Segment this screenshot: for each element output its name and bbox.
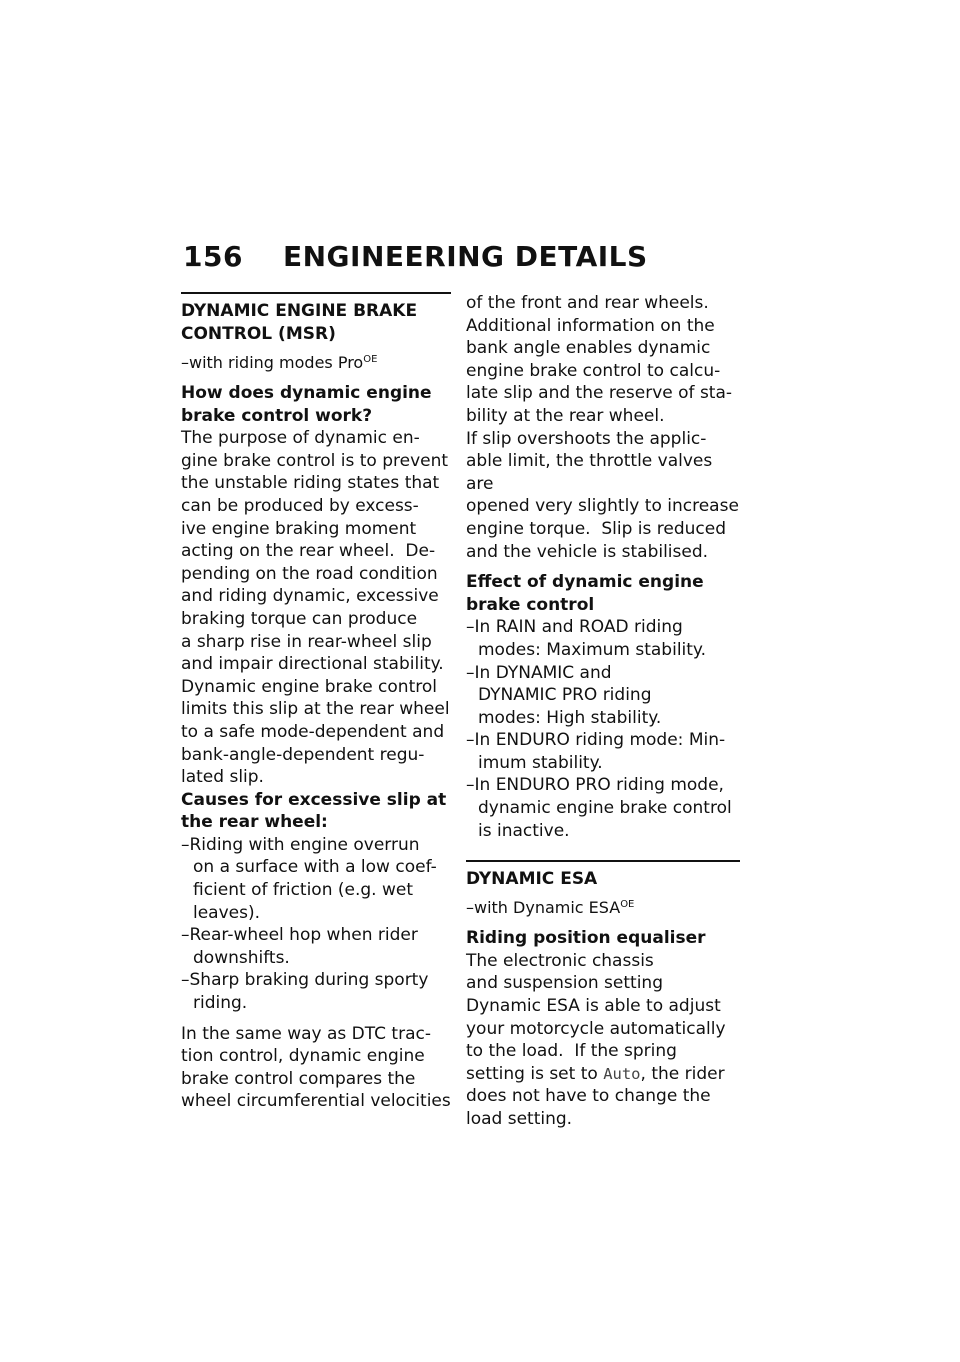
section-title-esa: DYNAMIC ESA — [466, 869, 598, 890]
paragraph-purpose — [181, 427, 451, 789]
oe-superscript: OE — [620, 899, 635, 911]
paragraph-line: brake control compares the — [181, 1068, 416, 1089]
paragraph-line: to the load. If the spring — [466, 1041, 677, 1062]
paragraph-line: gine brake control is to prevent — [181, 450, 449, 471]
paragraph-line: the unstable riding states that — [181, 473, 440, 494]
section-title-msr-2: CONTROL (MSR) — [181, 324, 336, 344]
effect-heading-2: brake control — [466, 594, 595, 615]
list-item: –Rear-wheel hop when rider — [181, 925, 418, 946]
paragraph-line: limits this slip at the rear wheel — [181, 699, 450, 720]
paragraph-line: able limit, the throttle valves are — [466, 451, 718, 494]
effects-list — [466, 616, 740, 842]
esa-subheading: Riding position equaliser — [466, 928, 706, 949]
paragraph-line: of the front and rear wheels. — [466, 293, 709, 313]
paragraph-line: tion control, dynamic engine — [181, 1046, 425, 1067]
list-item: downshifts. — [193, 947, 290, 968]
paragraph-line: opened very slightly to increase — [466, 496, 739, 517]
paragraph-line: pending on the road condition — [181, 563, 438, 584]
paragraph-line: and impair directional stability. — [181, 654, 444, 675]
paragraph-line: your motorcycle automatically — [466, 1018, 726, 1039]
paragraph-line: load setting. — [466, 1109, 573, 1129]
paragraph-line: ive engine braking moment — [181, 518, 417, 539]
paragraph-line: does not have to change the — [466, 1086, 711, 1107]
question-heading-1: How does dynamic engine — [181, 383, 432, 403]
paragraph-comparison-cont — [466, 292, 740, 428]
paragraph-line: If slip overshoots the applic- — [466, 428, 707, 449]
paragraph-line: Dynamic ESA is able to adjust — [466, 996, 721, 1017]
paragraph-line: bank angle enables dynamic — [466, 338, 711, 359]
paragraph-line: braking torque can produce — [181, 608, 418, 629]
list-item: on a surface with a low coef- — [193, 857, 437, 878]
paragraph-line: can be produced by excess- — [181, 495, 419, 516]
section-title-msr-1: DYNAMIC ENGINE BRAKE — [181, 301, 418, 321]
oe-superscript: OE — [363, 354, 378, 365]
list-item: is inactive. — [478, 820, 570, 841]
equipment-note: –with riding modes Pro$^{OE}$ — [181, 353, 378, 372]
paragraph-line: to a safe mode-dependent and — [181, 721, 445, 742]
paragraph-line: engine brake control to calcu- — [466, 360, 721, 381]
paragraph-line: wheel circumferential velocities — [181, 1091, 451, 1112]
list-item: –In ENDURO PRO riding mode, — [466, 775, 724, 796]
paragraph-esa — [466, 950, 740, 1063]
page-number: 156 — [183, 240, 243, 273]
right-column — [466, 292, 740, 1131]
page-heading — [183, 240, 743, 273]
paragraph-line: In the same way as DTC trac- — [181, 1023, 431, 1044]
paragraph-line: late slip and the reserve of sta- — [466, 383, 733, 404]
section-rule-esa — [466, 860, 740, 862]
paragraph-slip — [466, 428, 740, 564]
list-item: imum stability. — [478, 752, 603, 773]
esa-line-auto: setting is set to Auto, the rider — [466, 1063, 725, 1084]
paragraph-line: bility at the rear wheel. — [466, 405, 665, 426]
causes-list — [181, 834, 451, 1015]
auto-setting-value: Auto — [603, 1064, 641, 1083]
paragraph-line: engine torque. Slip is reduced — [466, 518, 727, 539]
list-item: dynamic engine brake control — [478, 798, 732, 819]
left-column — [181, 292, 451, 1113]
page-title: ENGINEERING DETAILS — [283, 240, 648, 273]
paragraph-comparison — [181, 1023, 451, 1113]
section-rule — [181, 292, 451, 294]
paragraph-line: Additional information on the — [466, 315, 715, 336]
paragraph-line: and the vehicle is stabilised. — [466, 541, 709, 562]
paragraph-line: The electronic chassis — [466, 950, 654, 971]
paragraph-esa-end — [466, 1085, 740, 1130]
list-item: DYNAMIC PRO riding — [478, 685, 652, 706]
effect-heading-1: Effect of dynamic engine — [466, 572, 704, 593]
paragraph-line: and riding dynamic, excessive — [181, 586, 439, 607]
list-item: modes: High stability. — [478, 707, 662, 728]
list-item: modes: Maximum stability. — [478, 639, 706, 660]
list-item: ficient of friction (e.g. wet — [193, 880, 414, 901]
causes-heading-1: Causes for excessive slip at — [181, 789, 447, 810]
list-item: –In RAIN and ROAD riding — [466, 617, 683, 638]
paragraph-line: bank-angle-dependent regu- — [181, 744, 425, 765]
paragraph-line: The purpose of dynamic en- — [181, 428, 420, 449]
list-item: –Riding with engine overrun — [181, 834, 420, 855]
causes-heading-2: the rear wheel: — [181, 812, 328, 833]
list-item: riding. — [193, 993, 248, 1014]
list-item: –In ENDURO riding mode: Min- — [466, 730, 726, 751]
equipment-note-esa: –with Dynamic $ESA^{OE}$ — [466, 898, 635, 918]
paragraph-line: lated slip. — [181, 767, 264, 788]
paragraph-line: and suspension setting — [466, 973, 663, 994]
list-item: –Sharp braking during sporty — [181, 970, 429, 991]
list-item: leaves). — [193, 902, 261, 923]
paragraph-line: a sharp rise in rear-wheel slip — [181, 631, 432, 652]
list-item: –In DYNAMIC and — [466, 662, 612, 683]
paragraph-line: acting on the rear wheel. De- — [181, 541, 436, 562]
question-heading-2: brake control work? — [181, 405, 373, 426]
paragraph-line: Dynamic engine brake control — [181, 676, 437, 697]
